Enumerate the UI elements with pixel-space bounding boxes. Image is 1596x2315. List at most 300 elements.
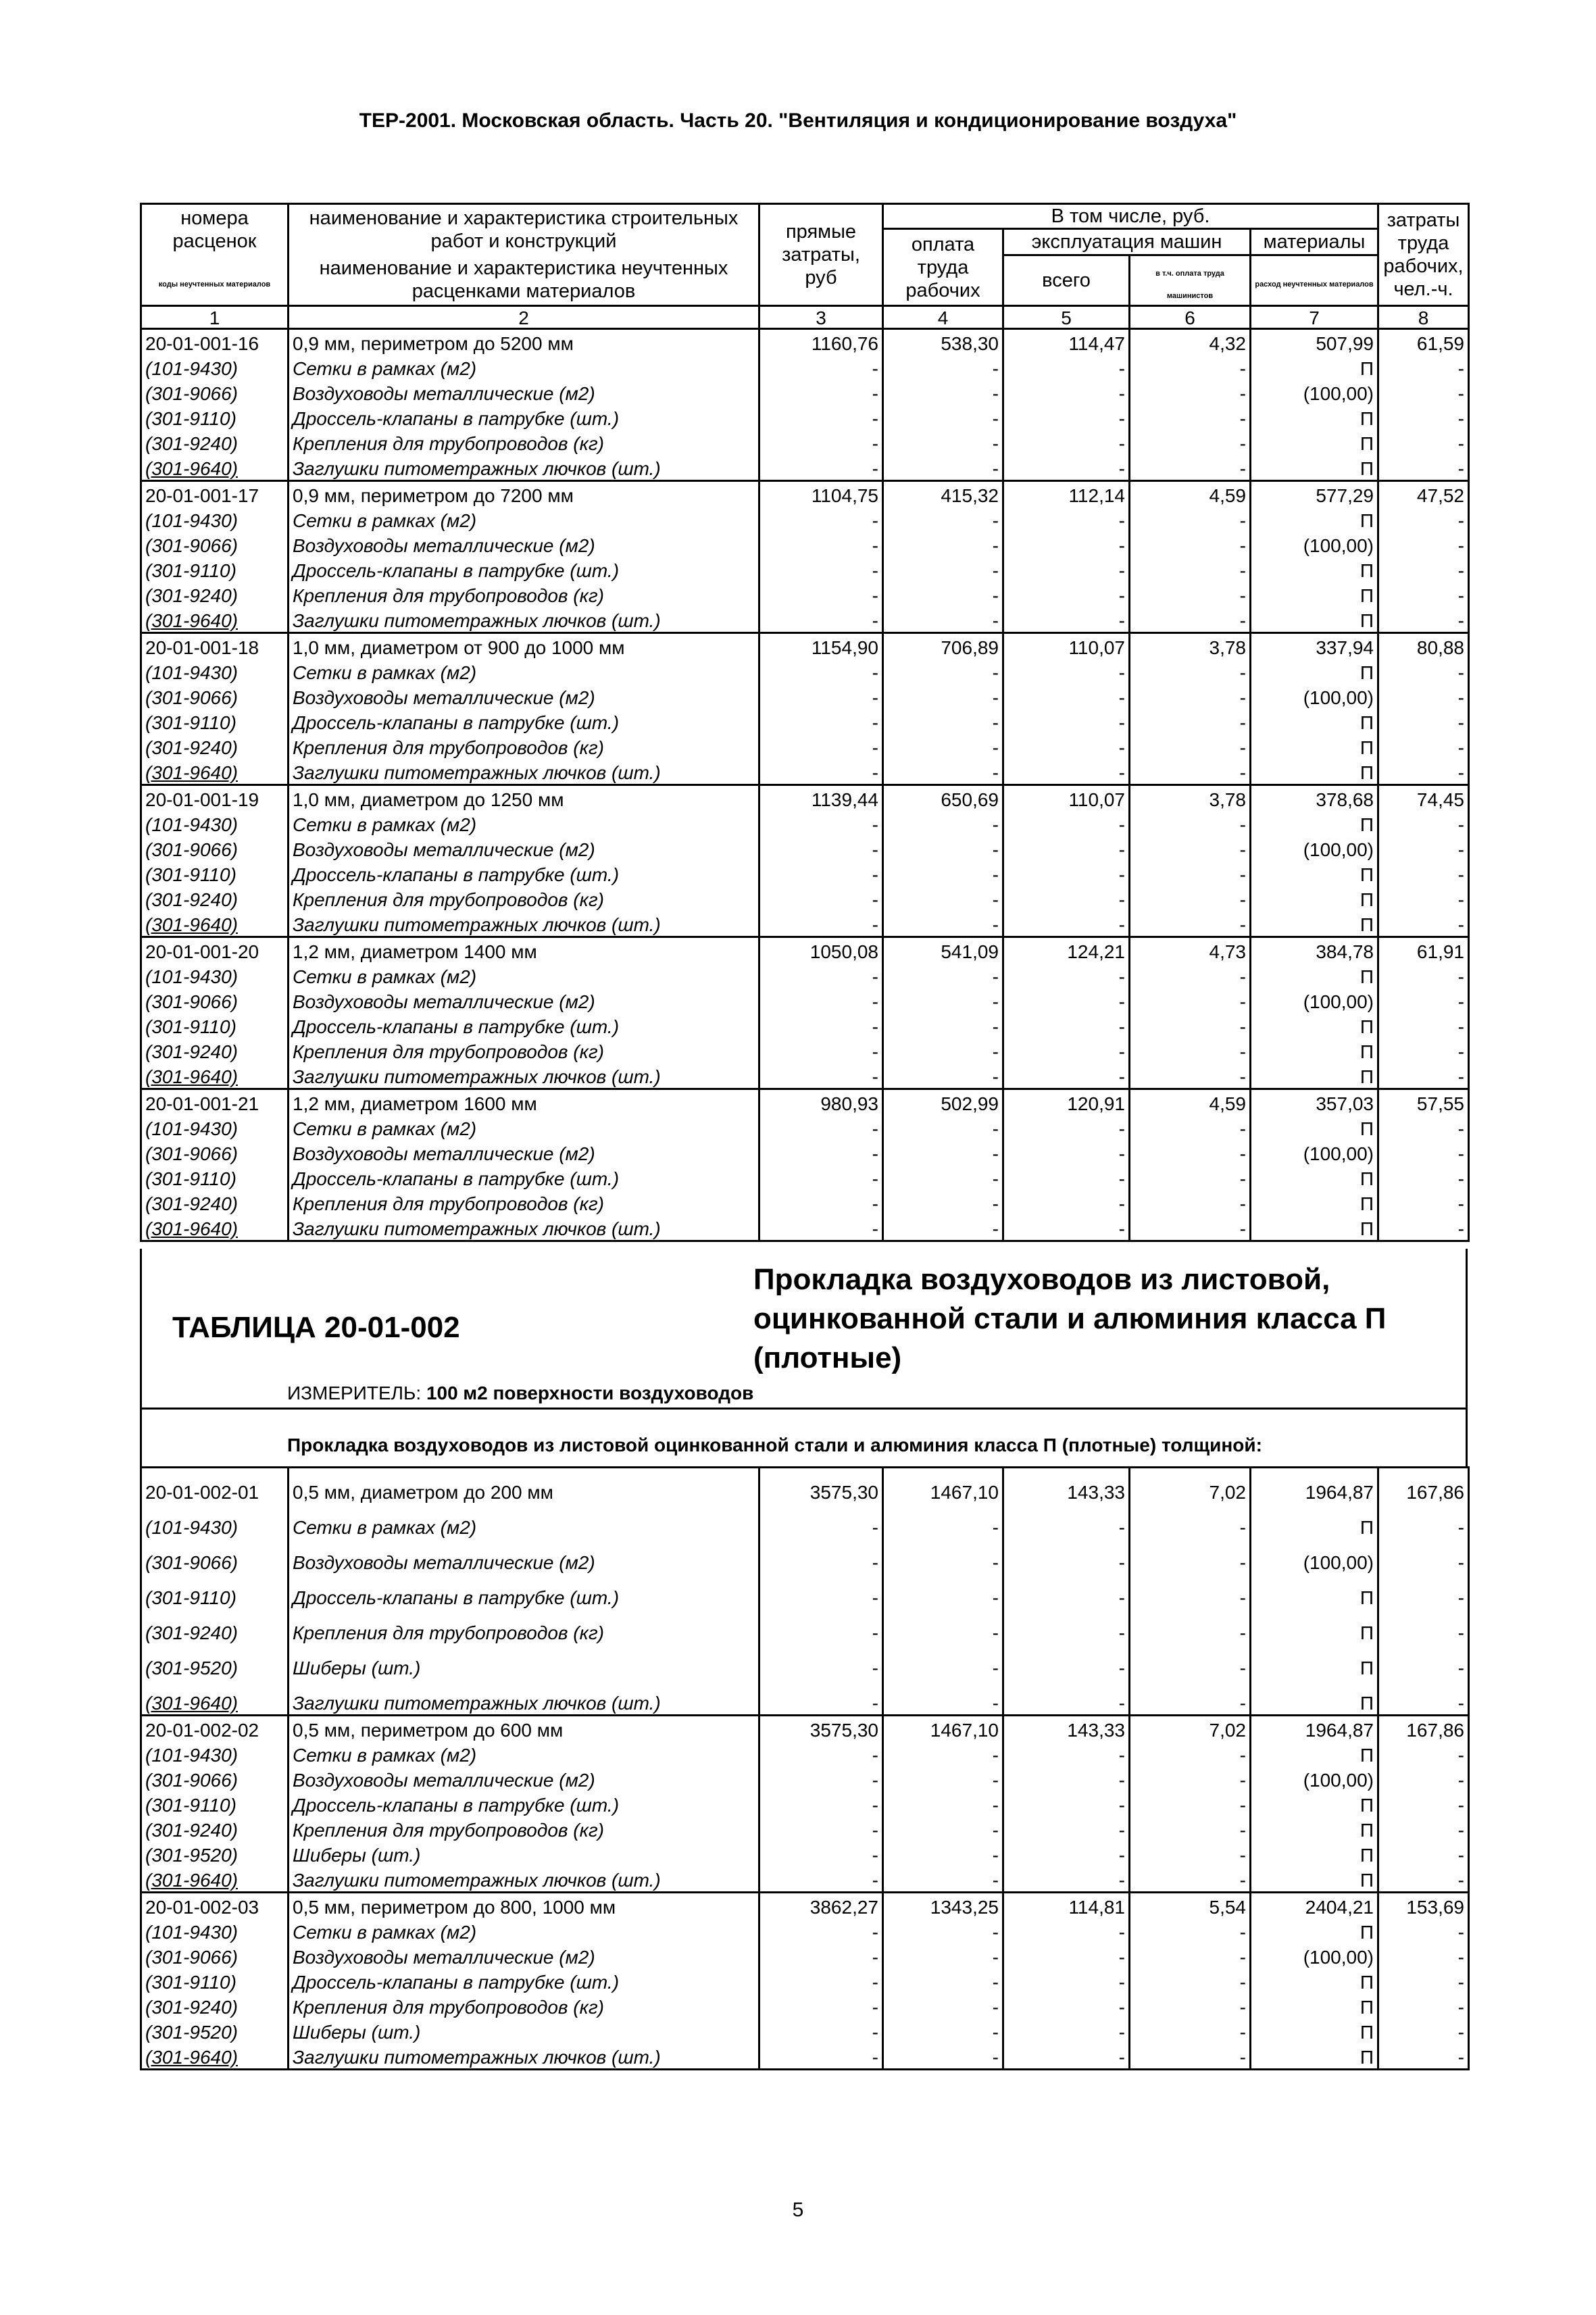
material-code: (301-9066) (141, 380, 289, 405)
empty-dash: - (1003, 1063, 1130, 1089)
material-code: (301-9640) (141, 911, 289, 937)
material-row (141, 659, 1469, 684)
material-row (141, 355, 1469, 380)
empty-dash: - (1378, 607, 1469, 633)
material-code: (301-9110) (141, 405, 289, 430)
empty-dash: - (883, 1609, 1003, 1644)
material-code: (301-9066) (141, 988, 289, 1013)
material-name: Сетки в рамках (м2) (289, 355, 759, 380)
empty-dash: - (1378, 709, 1469, 734)
rate-name: 0,9 мм, периметром до 7200 мм (289, 481, 759, 507)
material-code: (301-9240) (141, 582, 289, 607)
section-left-border (140, 1249, 142, 1466)
material-row (141, 1816, 1469, 1841)
material-code: (301-9066) (141, 836, 289, 861)
rate-value: 61,59 (1378, 329, 1469, 355)
empty-dash: - (1378, 1063, 1469, 1089)
rate-row (141, 1468, 1469, 1504)
material-row (141, 886, 1469, 911)
empty-dash: - (1003, 1038, 1130, 1063)
rate-value: 7,02 (1130, 1716, 1251, 1742)
empty-dash: - (1130, 811, 1251, 836)
rate-row (141, 481, 1469, 507)
empty-dash: - (1130, 1943, 1251, 1968)
empty-dash: - (1378, 455, 1469, 481)
rate-value: 167,86 (1378, 1716, 1469, 1742)
material-consumption: П (1251, 759, 1378, 785)
column-number: 5 (1003, 306, 1130, 329)
rate-value: 4,32 (1130, 329, 1251, 355)
rate-name: 1,0 мм, диаметром от 900 до 1000 мм (289, 633, 759, 659)
material-name: Крепления для трубопроводов (кг) (289, 1609, 759, 1644)
rate-value: 80,88 (1378, 633, 1469, 659)
empty-dash: - (1378, 1866, 1469, 1893)
empty-dash: - (1003, 355, 1130, 380)
material-code: (301-9240) (141, 1190, 289, 1215)
empty-dash: - (1003, 836, 1130, 861)
empty-dash: - (1378, 1574, 1469, 1609)
rate-value: 507,99 (1251, 329, 1378, 355)
rate-value: 1154,90 (759, 633, 883, 659)
empty-dash: - (1378, 582, 1469, 607)
col2-header-bottom: наименование и характеристика неучтенных расценками материалов (289, 255, 759, 306)
material-row (141, 430, 1469, 455)
empty-dash: - (1130, 1968, 1251, 1993)
material-name: Крепления для трубопроводов (кг) (289, 1993, 759, 2018)
material-consumption: П (1251, 1816, 1378, 1841)
empty-dash: - (1130, 734, 1251, 759)
rate-value: 120,91 (1003, 1089, 1130, 1116)
rate-value: 112,14 (1003, 481, 1130, 507)
material-name: Воздуховоды металлические (м2) (289, 1943, 759, 1968)
empty-dash: - (1378, 861, 1469, 886)
material-name: Воздуховоды металлические (м2) (289, 684, 759, 709)
material-consumption: П (1251, 1679, 1378, 1716)
material-name: Дроссель-клапаны в патрубке (шт.) (289, 1791, 759, 1816)
empty-dash: - (883, 507, 1003, 532)
empty-dash: - (759, 811, 883, 836)
material-row (141, 1063, 1469, 1089)
unit-label: ИЗМЕРИТЕЛЬ: (287, 1383, 422, 1403)
material-name: Дроссель-клапаны в патрубке (шт.) (289, 1013, 759, 1038)
material-consumption: П (1251, 1190, 1378, 1215)
material-name: Воздуховоды металлические (м2) (289, 380, 759, 405)
empty-dash: - (759, 1741, 883, 1766)
material-code: (301-9110) (141, 557, 289, 582)
material-name: Шиберы (шт.) (289, 2018, 759, 2043)
material-name: Дроссель-клапаны в патрубке (шт.) (289, 861, 759, 886)
rate-value: 3862,27 (759, 1893, 883, 1919)
rate-value: 4,73 (1130, 937, 1251, 964)
empty-dash: - (1378, 1215, 1469, 1241)
empty-dash: - (883, 1539, 1003, 1574)
empty-dash: - (883, 1503, 1003, 1539)
material-consumption: П (1251, 1165, 1378, 1190)
empty-dash: - (1003, 607, 1130, 633)
material-name: Шиберы (шт.) (289, 1644, 759, 1679)
empty-dash: - (1003, 1609, 1130, 1644)
empty-dash: - (883, 1866, 1003, 1893)
empty-dash: - (759, 455, 883, 481)
empty-dash: - (1378, 1993, 1469, 2018)
rate-row (141, 785, 1469, 812)
material-consumption: (100,00) (1251, 532, 1378, 557)
empty-dash: - (759, 659, 883, 684)
empty-dash: - (1003, 1993, 1130, 2018)
material-row (141, 911, 1469, 937)
empty-dash: - (759, 557, 883, 582)
empty-dash: - (759, 607, 883, 633)
empty-dash: - (1130, 759, 1251, 785)
rate-value: 384,78 (1251, 937, 1378, 964)
empty-dash: - (1378, 963, 1469, 988)
empty-dash: - (1003, 507, 1130, 532)
empty-dash: - (1378, 380, 1469, 405)
rate-code: 20-01-001-18 (141, 633, 289, 659)
material-name: Крепления для трубопроводов (кг) (289, 734, 759, 759)
material-name: Заглушки питометражных лючков (шт.) (289, 1679, 759, 1716)
empty-dash: - (1003, 2043, 1130, 2070)
col2-header-top: наименование и характеристика строительных работ и конструкций (289, 204, 759, 255)
material-consumption: П (1251, 1063, 1378, 1089)
rate-value: 110,07 (1003, 633, 1130, 659)
empty-dash: - (883, 1644, 1003, 1679)
material-name: Крепления для трубопроводов (кг) (289, 430, 759, 455)
material-consumption: П (1251, 911, 1378, 937)
col1-header-bottom: коды неучтенных материалов (141, 255, 289, 306)
part2-rows (141, 1468, 1469, 2070)
col5-header: всего (1003, 255, 1130, 306)
rate-name: 0,9 мм, периметром до 5200 мм (289, 329, 759, 355)
empty-dash: - (1130, 430, 1251, 455)
empty-dash: - (1130, 1841, 1251, 1866)
material-code: (301-9110) (141, 1574, 289, 1609)
empty-dash: - (1130, 1574, 1251, 1609)
empty-dash: - (883, 1574, 1003, 1609)
material-row (141, 759, 1469, 785)
material-row (141, 1115, 1469, 1140)
empty-dash: - (1378, 2043, 1469, 2070)
empty-dash: - (883, 2043, 1003, 2070)
empty-dash: - (1003, 2018, 1130, 2043)
material-code: (301-9110) (141, 1165, 289, 1190)
empty-dash: - (1003, 1679, 1130, 1716)
empty-dash: - (883, 1679, 1003, 1716)
material-name: Сетки в рамках (м2) (289, 811, 759, 836)
empty-dash: - (1130, 1140, 1251, 1165)
material-name: Шиберы (шт.) (289, 1841, 759, 1866)
material-name: Сетки в рамках (м2) (289, 507, 759, 532)
empty-dash: - (1378, 1918, 1469, 1943)
material-row (141, 1993, 1469, 2018)
empty-dash: - (1378, 1115, 1469, 1140)
empty-dash: - (1130, 2043, 1251, 2070)
material-row (141, 1644, 1469, 1679)
part1-rows (141, 329, 1469, 1241)
rate-code: 20-01-002-02 (141, 1716, 289, 1742)
empty-dash: - (883, 405, 1003, 430)
material-consumption: П (1251, 405, 1378, 430)
material-consumption: П (1251, 2018, 1378, 2043)
material-code: (301-9066) (141, 684, 289, 709)
empty-dash: - (1378, 1968, 1469, 1993)
material-code: (101-9430) (141, 1503, 289, 1539)
material-code: (301-9640) (141, 455, 289, 481)
empty-dash: - (1378, 1943, 1469, 1968)
empty-dash: - (759, 1609, 883, 1644)
empty-dash: - (1378, 557, 1469, 582)
empty-dash: - (1130, 709, 1251, 734)
empty-dash: - (1378, 1766, 1469, 1791)
material-row (141, 836, 1469, 861)
empty-dash: - (883, 1968, 1003, 1993)
material-name: Крепления для трубопроводов (кг) (289, 1190, 759, 1215)
rate-value: 1139,44 (759, 785, 883, 812)
rate-value: 415,32 (883, 481, 1003, 507)
material-code: (301-9240) (141, 1816, 289, 1841)
rate-value: 1050,08 (759, 937, 883, 964)
material-consumption: П (1251, 811, 1378, 836)
material-consumption: П (1251, 1644, 1378, 1679)
empty-dash: - (759, 1574, 883, 1609)
empty-dash: - (1003, 659, 1130, 684)
rate-value: 167,86 (1378, 1468, 1469, 1504)
material-code: (101-9430) (141, 1115, 289, 1140)
material-consumption: П (1251, 734, 1378, 759)
empty-dash: - (1003, 1165, 1130, 1190)
rate-code: 20-01-001-17 (141, 481, 289, 507)
empty-dash: - (883, 861, 1003, 886)
material-code: (101-9430) (141, 355, 289, 380)
rate-value: 378,68 (1251, 785, 1378, 812)
empty-dash: - (1378, 1841, 1469, 1866)
empty-dash: - (1003, 963, 1130, 988)
empty-dash: - (759, 861, 883, 886)
empty-dash: - (1003, 811, 1130, 836)
empty-dash: - (1003, 1190, 1130, 1215)
rate-value: 114,81 (1003, 1893, 1130, 1919)
empty-dash: - (883, 1063, 1003, 1089)
material-code: (301-9110) (141, 861, 289, 886)
material-row (141, 734, 1469, 759)
empty-dash: - (883, 1741, 1003, 1766)
material-consumption: П (1251, 507, 1378, 532)
material-row (141, 861, 1469, 886)
rate-value: 577,29 (1251, 481, 1378, 507)
rate-value: 143,33 (1003, 1468, 1130, 1504)
material-name: Заглушки питометражных лючков (шт.) (289, 607, 759, 633)
rate-value: 3,78 (1130, 785, 1251, 812)
empty-dash: - (759, 1791, 883, 1816)
empty-dash: - (1003, 684, 1130, 709)
empty-dash: - (883, 1215, 1003, 1241)
rate-value: 153,69 (1378, 1893, 1469, 1919)
empty-dash: - (1130, 684, 1251, 709)
material-row (141, 1841, 1469, 1866)
material-row (141, 455, 1469, 481)
empty-dash: - (1378, 684, 1469, 709)
material-name: Крепления для трубопроводов (кг) (289, 1816, 759, 1841)
material-row (141, 1609, 1469, 1644)
page-number: 5 (792, 2199, 804, 2221)
empty-dash: - (759, 405, 883, 430)
empty-dash: - (1130, 1539, 1251, 1574)
materials-group-header: материалы (1251, 229, 1378, 255)
empty-dash: - (1130, 1993, 1251, 2018)
rate-value: 74,45 (1378, 785, 1469, 812)
material-name: Крепления для трубопроводов (кг) (289, 582, 759, 607)
empty-dash: - (1378, 532, 1469, 557)
empty-dash: - (883, 734, 1003, 759)
rate-value: 980,93 (759, 1089, 883, 1116)
rate-value: 1467,10 (883, 1468, 1003, 1504)
empty-dash: - (1130, 659, 1251, 684)
table-title: ТАБЛИЦА 20-01-002 (172, 1311, 460, 1344)
col8-header: затраты труда рабочих, чел.-ч. (1378, 204, 1469, 306)
empty-dash: - (759, 709, 883, 734)
empty-dash: - (883, 2018, 1003, 2043)
empty-dash: - (759, 430, 883, 455)
empty-dash: - (1378, 1791, 1469, 1816)
material-consumption: (100,00) (1251, 1766, 1378, 1791)
material-consumption: П (1251, 963, 1378, 988)
empty-dash: - (1003, 709, 1130, 734)
rate-value: 143,33 (1003, 1716, 1130, 1742)
empty-dash: - (759, 1866, 883, 1893)
rate-value: 1160,76 (759, 329, 883, 355)
material-code: (101-9430) (141, 811, 289, 836)
empty-dash: - (1378, 886, 1469, 911)
empty-dash: - (1003, 759, 1130, 785)
rate-code: 20-01-002-03 (141, 1893, 289, 1919)
material-name: Дроссель-клапаны в патрубке (шт.) (289, 709, 759, 734)
material-name: Воздуховоды металлические (м2) (289, 1766, 759, 1791)
col1-header-top: номера расценок (141, 204, 289, 255)
material-name: Дроссель-клапаны в патрубке (шт.) (289, 1165, 759, 1190)
rate-value: 337,94 (1251, 633, 1378, 659)
material-code: (301-9640) (141, 1866, 289, 1893)
section-right-border (1466, 1249, 1468, 1466)
empty-dash: - (1378, 811, 1469, 836)
rate-name: 1,0 мм, диаметром до 1250 мм (289, 785, 759, 812)
material-code: (301-9240) (141, 430, 289, 455)
column-number: 2 (289, 306, 759, 329)
material-name: Крепления для трубопроводов (кг) (289, 886, 759, 911)
rate-code: 20-01-001-21 (141, 1089, 289, 1116)
material-consumption: П (1251, 709, 1378, 734)
empty-dash: - (883, 1115, 1003, 1140)
empty-dash: - (759, 1918, 883, 1943)
empty-dash: - (883, 1791, 1003, 1816)
material-consumption: (100,00) (1251, 684, 1378, 709)
empty-dash: - (883, 430, 1003, 455)
material-code: (101-9430) (141, 963, 289, 988)
rate-row (141, 329, 1469, 355)
material-consumption: (100,00) (1251, 836, 1378, 861)
rate-value: 1343,25 (883, 1893, 1003, 1919)
empty-dash: - (1130, 1609, 1251, 1644)
material-consumption: П (1251, 1918, 1378, 1943)
material-code: (301-9640) (141, 607, 289, 633)
empty-dash: - (1003, 734, 1130, 759)
material-name: Сетки в рамках (м2) (289, 1918, 759, 1943)
empty-dash: - (1003, 1791, 1130, 1816)
material-name: Воздуховоды металлические (м2) (289, 532, 759, 557)
material-row (141, 1943, 1469, 1968)
empty-dash: - (759, 759, 883, 785)
empty-dash: - (1378, 734, 1469, 759)
page-header: ТЕР-2001. Московская область. Часть 20. "Вентиляция и кондиционирование воздуха" (359, 109, 1237, 132)
material-name: Заглушки питометражных лючков (шт.) (289, 759, 759, 785)
rate-value: 3575,30 (759, 1716, 883, 1742)
material-row (141, 1791, 1469, 1816)
empty-dash: - (759, 1013, 883, 1038)
material-name: Сетки в рамках (м2) (289, 1115, 759, 1140)
empty-dash: - (1003, 1866, 1130, 1893)
empty-dash: - (1130, 911, 1251, 937)
empty-dash: - (1130, 886, 1251, 911)
empty-dash: - (759, 532, 883, 557)
material-code: (301-9240) (141, 1609, 289, 1644)
material-name: Заглушки питометражных лючков (шт.) (289, 1866, 759, 1893)
unit-value: 100 м2 поверхности воздуховодов (426, 1383, 754, 1403)
empty-dash: - (759, 1968, 883, 1993)
empty-dash: - (759, 1841, 883, 1866)
empty-dash: - (1003, 380, 1130, 405)
col7-header: расход неучтенных материалов (1251, 255, 1378, 306)
empty-dash: - (883, 582, 1003, 607)
empty-dash: - (1378, 1741, 1469, 1766)
empty-dash: - (1130, 1038, 1251, 1063)
material-name: Крепления для трубопроводов (кг) (289, 1038, 759, 1063)
empty-dash: - (1378, 759, 1469, 785)
empty-dash: - (1130, 607, 1251, 633)
material-consumption: П (1251, 355, 1378, 380)
rate-value: 3575,30 (759, 1468, 883, 1504)
material-code: (101-9430) (141, 507, 289, 532)
empty-dash: - (1003, 1918, 1130, 1943)
empty-dash: - (1003, 1503, 1130, 1539)
material-code: (301-9240) (141, 1038, 289, 1063)
empty-dash: - (759, 1816, 883, 1841)
empty-dash: - (1130, 2018, 1251, 2043)
material-code: (101-9430) (141, 1918, 289, 1943)
rates-table-part1 (140, 203, 1470, 1242)
material-code: (301-9066) (141, 532, 289, 557)
empty-dash: - (1130, 380, 1251, 405)
material-name: Дроссель-клапаны в патрубке (шт.) (289, 557, 759, 582)
column-number: 7 (1251, 306, 1378, 329)
rate-value: 1964,87 (1251, 1716, 1378, 1742)
empty-dash: - (1130, 1063, 1251, 1089)
empty-dash: - (759, 2043, 883, 2070)
empty-dash: - (1003, 430, 1130, 455)
empty-dash: - (883, 455, 1003, 481)
material-consumption: П (1251, 886, 1378, 911)
empty-dash: - (1378, 1816, 1469, 1841)
empty-dash: - (1003, 1766, 1130, 1791)
empty-dash: - (1130, 582, 1251, 607)
rate-name: 0,5 мм, периметром до 800, 1000 мм (289, 1893, 759, 1919)
empty-dash: - (883, 380, 1003, 405)
empty-dash: - (1378, 2018, 1469, 2043)
rate-value: 110,07 (1003, 785, 1130, 812)
column-number: 8 (1378, 306, 1469, 329)
empty-dash: - (1130, 532, 1251, 557)
material-code: (301-9110) (141, 1013, 289, 1038)
material-name: Сетки в рамках (м2) (289, 963, 759, 988)
rates-table-part2 (140, 1466, 1470, 2070)
